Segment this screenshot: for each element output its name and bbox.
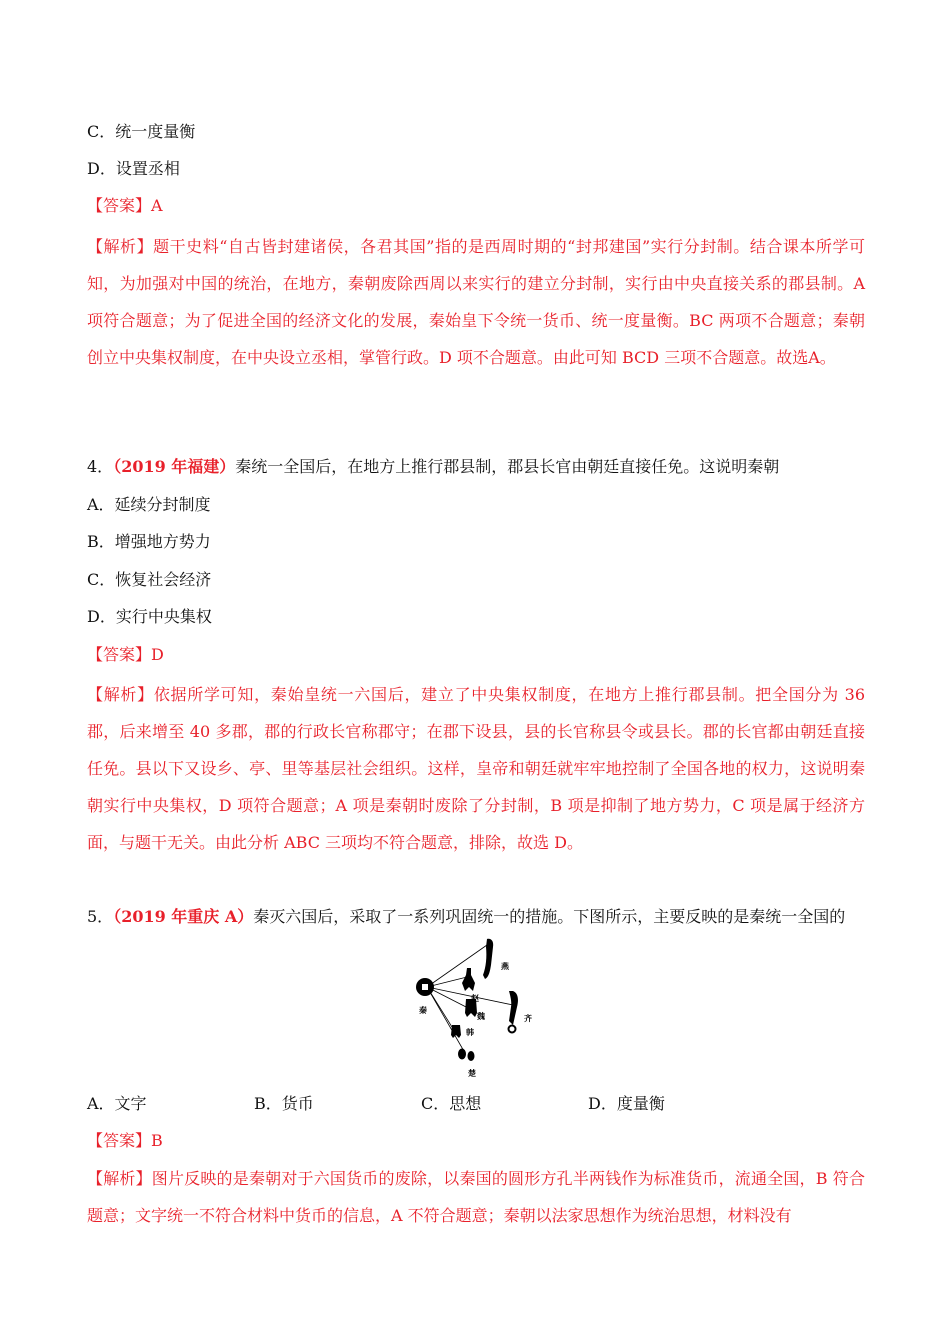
q5-analysis [87, 1160, 865, 1234]
question-source: （2019 年重庆 A） [113, 907, 254, 926]
chu-ant-nose-coin-icon [458, 1049, 466, 1060]
q5-answer [87, 1130, 163, 1152]
analysis-tag: 【解析】 [87, 685, 154, 704]
q4-answer [87, 644, 164, 666]
q4-stem [87, 456, 779, 478]
answer-value: A [151, 196, 163, 215]
chu-ant-nose-coin-icon-2 [468, 1051, 475, 1061]
q4-option-b: B．增强地方势力 [87, 532, 211, 551]
answer-value: B [151, 1131, 163, 1150]
question-number: 4． [87, 457, 114, 476]
analysis-text: 依据所学可知，秦始皇统一六国后，建立了中央集权制度，在地方上推行郡县制。把全国分为 36 郡，后来增至 40 多郡，郡的行政长官称郡守；在郡下设县，县的长官称县令或县长。郡的长官都由朝廷直接任免。县以下又设乡、亭、里等基层社会组织。这样，皇帝和朝廷就牢牢地控制了全国各地的权力，这说明秦朝实行中央集权，D 项符合题意；A 项是秦朝时废除了分封制，B 项是抑制了地方势力，C 项是属于经济方面，与题干无关。由此分析 ABC 三项均不符合题意，排除，故选 D。 [87, 685, 865, 852]
q5-option-b: B．货币 [254, 1094, 314, 1113]
label-chu: 楚 [468, 1068, 476, 1078]
q3-option-c: C．统一度量衡 [87, 122, 196, 141]
qi-knife-ring-icon [509, 1026, 516, 1033]
question-number: 5． [87, 907, 114, 926]
zhao-spade-coin-icon [462, 968, 475, 991]
answer-value: D [151, 645, 164, 664]
label-wei: 魏 [477, 1011, 485, 1021]
analysis-tag: 【解析】 [87, 237, 154, 256]
q5-option-a: A．文字 [87, 1094, 147, 1113]
q3-option-d: D．设置丞相 [87, 159, 180, 178]
answer-tag: 【答案】 [87, 196, 152, 215]
question-text: 秦统一全国后，在地方上推行郡县制，郡县长官由朝廷直接任免。这说明秦朝 [235, 457, 780, 476]
label-han: 韩 [466, 1027, 474, 1037]
answer-tag: 【答案】 [87, 645, 152, 664]
label-qi: 齐 [524, 1013, 532, 1023]
q5-option-d: D．度量衡 [588, 1094, 665, 1113]
label-qin: 秦 [419, 1005, 427, 1015]
q5-stem [87, 906, 845, 928]
qi-knife-coin-icon [509, 991, 518, 1025]
q4-option-c: C．恢复社会经济 [87, 570, 212, 589]
qin-ban-liang-coin-icon [416, 978, 434, 996]
question-text: 秦灭六国后，采取了一系列巩固统一的措施。下图所示，主要反映的是秦统一全国的 [253, 907, 846, 926]
analysis-tag: 【解析】 [87, 1169, 152, 1188]
analysis-text: 图片反映的是秦朝对于六国货币的废除，以秦国的圆形方孔半两钱作为标准货币，流通全国，B 符合题意；文字统一不符合材料中货币的信息，A 不符合题意；秦朝以法家思想作为统治思想，材料没有 [87, 1169, 865, 1225]
label-zhao: 赵 [471, 993, 479, 1003]
question-source: （2019 年福建） [113, 457, 236, 476]
q4-option-d: D．实行中央集权 [87, 607, 212, 626]
q3-analysis [87, 228, 865, 376]
q4-option-a: A．延续分封制度 [87, 495, 211, 514]
yan-knife-coin-icon [483, 939, 493, 979]
analysis-text: 题干史料“自古皆封建诸侯，各君其国”指的是西周时期的“封邦建国”实行分封制。结合课本所学可知，为加强对中国的统治，在地方，秦朝废除西周以来实行的建立分封制，实行由中央直接关系的郡县制。A 项符合题意；为了促进全国的经济文化的发展，秦始皇下令统一货币、统一度量衡。BC 两项不合题意；秦朝创立中央集权制度，在中央设立丞相，掌管行政。D 项不合题意。由此可知 BCD 三项不合题意。故选A。 [87, 237, 865, 367]
q4-analysis [87, 676, 865, 861]
label-yan: 燕 [501, 961, 509, 971]
q5-option-c: C．思想 [421, 1094, 482, 1113]
han-spade-coin-icon [451, 1025, 461, 1038]
q3-answer [87, 195, 163, 217]
coin-unification-figure [405, 935, 545, 1085]
answer-tag: 【答案】 [87, 1131, 152, 1150]
